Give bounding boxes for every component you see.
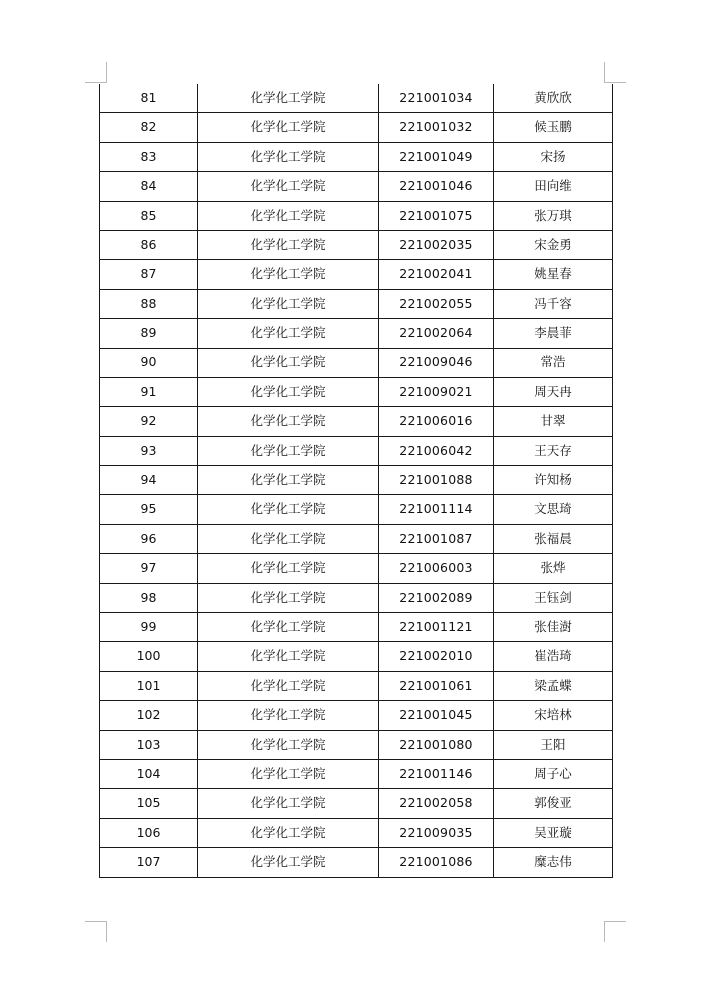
table-row — [100, 789, 613, 818]
crop-mark-top-right — [604, 62, 605, 83]
student-name-cell: 周子心 — [494, 759, 613, 788]
student-id-cell: 221006042 — [379, 436, 494, 465]
student-name-cell: 常浩 — [494, 348, 613, 377]
row-number: 102 — [100, 701, 198, 730]
student-name-cell: 张福晨 — [494, 524, 613, 553]
college-cell: 化学化工学院 — [198, 848, 379, 877]
college-cell: 化学化工学院 — [198, 289, 379, 318]
student-name-cell: 王天存 — [494, 436, 613, 465]
college-cell: 化学化工学院 — [198, 348, 379, 377]
crop-mark-bottom-left — [85, 921, 107, 922]
row-number: 107 — [100, 848, 198, 877]
student-name-cell: 文思琦 — [494, 495, 613, 524]
student-id-cell: 221009021 — [379, 377, 494, 406]
row-number: 89 — [100, 319, 198, 348]
student-id-cell: 221001146 — [379, 759, 494, 788]
student-roster-table — [99, 84, 613, 878]
table-row — [100, 407, 613, 436]
crop-mark-bottom-right — [604, 921, 626, 922]
college-cell: 化学化工学院 — [198, 466, 379, 495]
student-id-cell: 221001049 — [379, 142, 494, 171]
student-id-cell: 221002089 — [379, 583, 494, 612]
row-number: 86 — [100, 230, 198, 259]
student-id-cell: 221001061 — [379, 671, 494, 700]
table-row — [100, 230, 613, 259]
college-cell: 化学化工学院 — [198, 172, 379, 201]
student-name-cell: 候玉鹏 — [494, 113, 613, 142]
student-name-cell: 周天冉 — [494, 377, 613, 406]
student-name-cell: 姚星春 — [494, 260, 613, 289]
table-row — [100, 289, 613, 318]
college-cell: 化学化工学院 — [198, 142, 379, 171]
college-cell: 化学化工学院 — [198, 730, 379, 759]
student-name-cell: 甘翠 — [494, 407, 613, 436]
table-row — [100, 348, 613, 377]
roster-body — [100, 84, 613, 877]
college-cell: 化学化工学院 — [198, 701, 379, 730]
student-id-cell: 221001046 — [379, 172, 494, 201]
table-row — [100, 701, 613, 730]
student-name-cell: 宋扬 — [494, 142, 613, 171]
student-id-cell: 221001121 — [379, 613, 494, 642]
table-row — [100, 524, 613, 553]
student-id-cell: 221001045 — [379, 701, 494, 730]
college-cell: 化学化工学院 — [198, 642, 379, 671]
college-cell: 化学化工学院 — [198, 377, 379, 406]
student-id-cell: 221009046 — [379, 348, 494, 377]
college-cell: 化学化工学院 — [198, 319, 379, 348]
row-number: 101 — [100, 671, 198, 700]
row-number: 84 — [100, 172, 198, 201]
row-number: 83 — [100, 142, 198, 171]
student-id-cell: 221002058 — [379, 789, 494, 818]
row-number: 100 — [100, 642, 198, 671]
table-row — [100, 113, 613, 142]
row-number: 87 — [100, 260, 198, 289]
table-row — [100, 554, 613, 583]
student-name-cell: 冯千容 — [494, 289, 613, 318]
row-number: 105 — [100, 789, 198, 818]
row-number: 90 — [100, 348, 198, 377]
student-id-cell: 221001032 — [379, 113, 494, 142]
college-cell: 化学化工学院 — [198, 436, 379, 465]
student-name-cell: 崔浩琦 — [494, 642, 613, 671]
row-number: 94 — [100, 466, 198, 495]
row-number: 98 — [100, 583, 198, 612]
table-row — [100, 319, 613, 348]
row-number: 97 — [100, 554, 198, 583]
student-name-cell: 许知杨 — [494, 466, 613, 495]
table-row — [100, 172, 613, 201]
crop-mark-bottom-left — [106, 921, 107, 942]
student-id-cell: 221001075 — [379, 201, 494, 230]
table-row — [100, 613, 613, 642]
table-row — [100, 671, 613, 700]
college-cell: 化学化工学院 — [198, 113, 379, 142]
row-number: 81 — [100, 84, 198, 113]
table-row — [100, 466, 613, 495]
row-number: 82 — [100, 113, 198, 142]
college-cell: 化学化工学院 — [198, 613, 379, 642]
student-name-cell: 王钰剑 — [494, 583, 613, 612]
student-id-cell: 221001034 — [379, 84, 494, 113]
row-number: 95 — [100, 495, 198, 524]
table-row — [100, 495, 613, 524]
college-cell: 化学化工学院 — [198, 524, 379, 553]
student-id-cell: 221001087 — [379, 524, 494, 553]
student-name-cell: 糜志伟 — [494, 848, 613, 877]
row-number: 99 — [100, 613, 198, 642]
student-id-cell: 221001114 — [379, 495, 494, 524]
row-number: 96 — [100, 524, 198, 553]
table-row — [100, 377, 613, 406]
crop-mark-top-right — [604, 82, 626, 83]
table-row — [100, 848, 613, 877]
table-row — [100, 759, 613, 788]
student-id-cell: 221002041 — [379, 260, 494, 289]
table-row — [100, 201, 613, 230]
college-cell: 化学化工学院 — [198, 495, 379, 524]
student-id-cell: 221001086 — [379, 848, 494, 877]
student-id-cell: 221002035 — [379, 230, 494, 259]
student-name-cell: 王阳 — [494, 730, 613, 759]
student-name-cell: 梁孟蝶 — [494, 671, 613, 700]
row-number: 93 — [100, 436, 198, 465]
table-row — [100, 730, 613, 759]
college-cell: 化学化工学院 — [198, 759, 379, 788]
student-name-cell: 李晨菲 — [494, 319, 613, 348]
college-cell: 化学化工学院 — [198, 201, 379, 230]
college-cell: 化学化工学院 — [198, 583, 379, 612]
row-number: 103 — [100, 730, 198, 759]
college-cell: 化学化工学院 — [198, 84, 379, 113]
row-number: 104 — [100, 759, 198, 788]
row-number: 91 — [100, 377, 198, 406]
table-row — [100, 436, 613, 465]
row-number: 92 — [100, 407, 198, 436]
college-cell: 化学化工学院 — [198, 230, 379, 259]
student-name-cell: 张佳澍 — [494, 613, 613, 642]
student-id-cell: 221006016 — [379, 407, 494, 436]
crop-mark-top-left — [106, 62, 107, 83]
student-name-cell: 田向维 — [494, 172, 613, 201]
student-id-cell: 221002010 — [379, 642, 494, 671]
student-name-cell: 张万琪 — [494, 201, 613, 230]
college-cell: 化学化工学院 — [198, 407, 379, 436]
student-id-cell: 221006003 — [379, 554, 494, 583]
college-cell: 化学化工学院 — [198, 789, 379, 818]
student-name-cell: 黄欣欣 — [494, 84, 613, 113]
student-id-cell: 221002055 — [379, 289, 494, 318]
student-id-cell: 221001088 — [379, 466, 494, 495]
table-row — [100, 583, 613, 612]
college-cell: 化学化工学院 — [198, 818, 379, 847]
student-name-cell: 吴亚璇 — [494, 818, 613, 847]
crop-mark-bottom-right — [604, 921, 605, 942]
student-id-cell: 221001080 — [379, 730, 494, 759]
student-name-cell: 郭俊亚 — [494, 789, 613, 818]
table-row — [100, 642, 613, 671]
row-number: 88 — [100, 289, 198, 318]
crop-mark-top-left — [85, 82, 107, 83]
table-row — [100, 142, 613, 171]
table-row — [100, 818, 613, 847]
college-cell: 化学化工学院 — [198, 260, 379, 289]
row-number: 106 — [100, 818, 198, 847]
table-row — [100, 84, 613, 113]
student-id-cell: 221009035 — [379, 818, 494, 847]
student-name-cell: 宋金勇 — [494, 230, 613, 259]
student-name-cell: 宋培林 — [494, 701, 613, 730]
table-row — [100, 260, 613, 289]
student-id-cell: 221002064 — [379, 319, 494, 348]
college-cell: 化学化工学院 — [198, 671, 379, 700]
student-name-cell: 张烨 — [494, 554, 613, 583]
row-number: 85 — [100, 201, 198, 230]
college-cell: 化学化工学院 — [198, 554, 379, 583]
